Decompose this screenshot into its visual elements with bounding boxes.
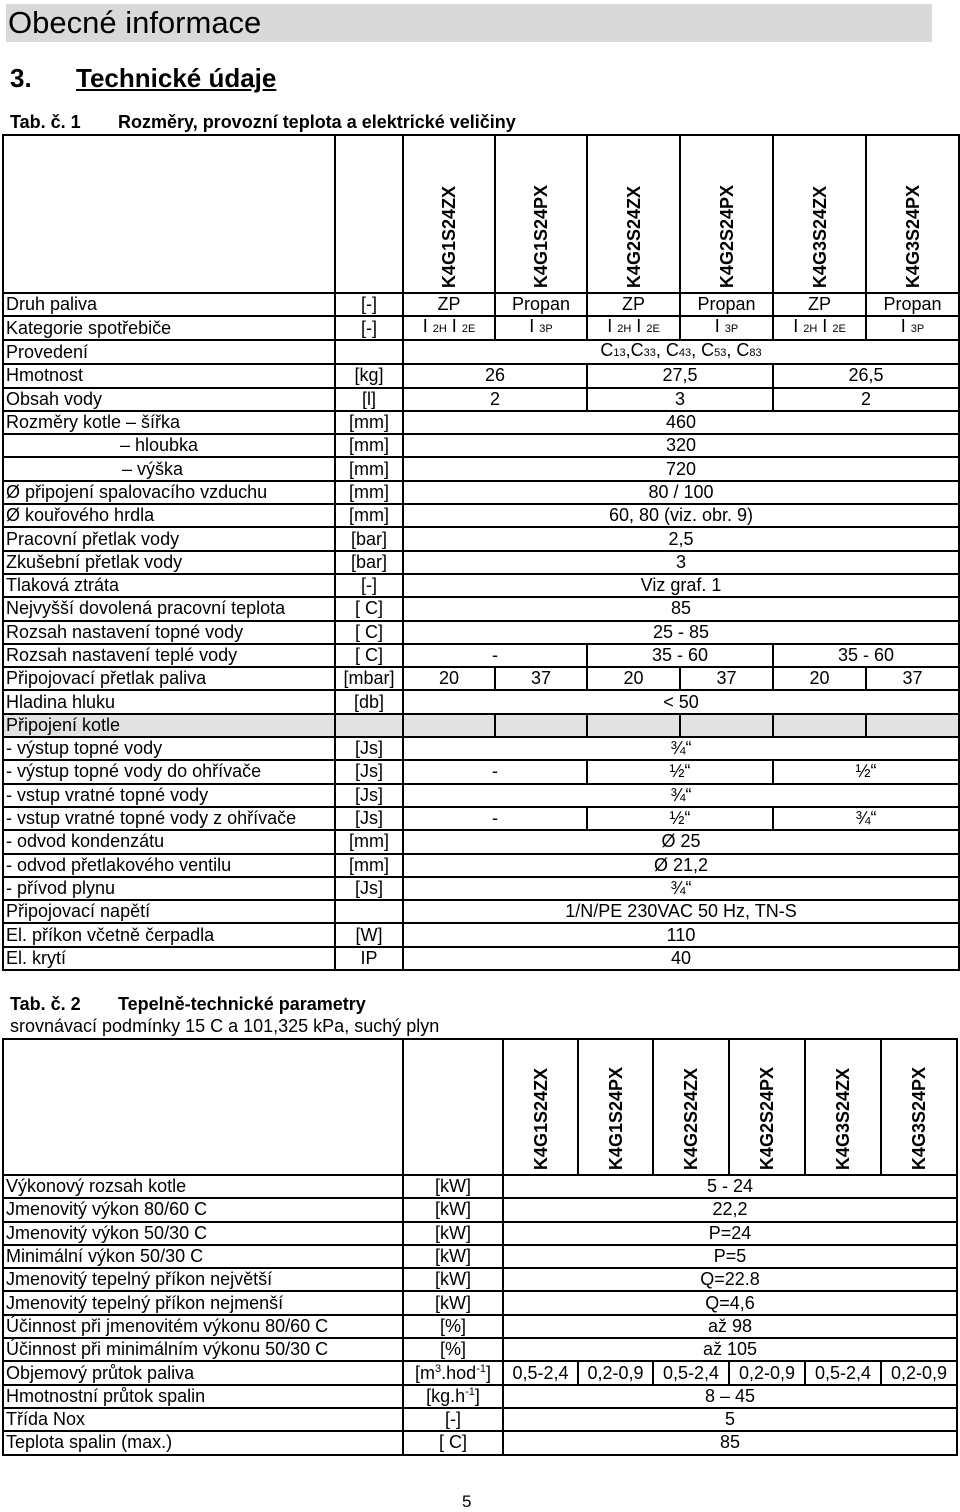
row-label: Tlaková ztráta bbox=[3, 574, 335, 597]
row-label: Hmotnostní průtok spalin bbox=[3, 1385, 403, 1408]
table-row bbox=[3, 621, 959, 644]
cell: 2 bbox=[773, 388, 959, 411]
table-row bbox=[3, 364, 959, 387]
cell: Propan bbox=[495, 293, 587, 316]
cell: Q=4,6 bbox=[503, 1291, 957, 1314]
cell: 25 - 85 bbox=[403, 621, 959, 644]
table-row bbox=[3, 1245, 957, 1268]
row-label: Jmenovitý výkon 50/30 C bbox=[3, 1222, 403, 1245]
row-label: Minimální výkon 50/30 C bbox=[3, 1245, 403, 1268]
table-row bbox=[3, 690, 959, 713]
table-row bbox=[3, 1315, 957, 1338]
cell: Propan bbox=[866, 293, 959, 316]
row-label: - výstup topné vody bbox=[3, 737, 335, 760]
cell: P=24 bbox=[503, 1222, 957, 1245]
row-label: Připojovací napětí bbox=[3, 900, 335, 923]
row-unit: [kW] bbox=[403, 1291, 503, 1314]
table-row bbox=[3, 760, 959, 783]
row-label: Výkonový rozsah kotle bbox=[3, 1175, 403, 1198]
cell: - bbox=[403, 760, 587, 783]
chapter-number: 3. bbox=[10, 63, 32, 93]
table1 bbox=[2, 134, 960, 971]
cell: C13,C33, C43, C53, C83 bbox=[403, 340, 959, 364]
row-unit: [bar] bbox=[335, 527, 403, 550]
row-unit: [kW] bbox=[403, 1198, 503, 1221]
row-label: Ø připojení spalovacího vzduchu bbox=[3, 481, 335, 504]
cell bbox=[335, 714, 403, 737]
table-row bbox=[3, 293, 959, 316]
cell: 37 bbox=[495, 667, 587, 690]
table-row bbox=[3, 644, 959, 667]
table2-label: Tab. č. 2 bbox=[10, 994, 81, 1014]
row-label: Rozsah nastavení topné vody bbox=[3, 621, 335, 644]
table2-caption bbox=[10, 994, 366, 1015]
model-header: K4G2S24ZX bbox=[653, 1039, 729, 1175]
cell: P=5 bbox=[503, 1245, 957, 1268]
cell: I 2H I 2E bbox=[403, 316, 495, 340]
cell: ¾“ bbox=[403, 877, 959, 900]
row-unit: $[m^3.hod^{-1}]$ bbox=[403, 1361, 503, 1384]
row-label: El. krytí bbox=[3, 947, 335, 970]
row-label: - vstup vratné topné vody bbox=[3, 784, 335, 807]
table-row bbox=[3, 457, 959, 480]
row-label: Pracovní přetlak vody bbox=[3, 527, 335, 550]
row-unit: [ C] bbox=[403, 1431, 503, 1454]
row-unit: [kW] bbox=[403, 1245, 503, 1268]
row-unit: [kW] bbox=[403, 1175, 503, 1198]
table-row bbox=[3, 388, 959, 411]
table2 bbox=[2, 1038, 958, 1456]
cell: 37 bbox=[680, 667, 773, 690]
row-label: – výška bbox=[3, 457, 335, 480]
row-unit: [mm] bbox=[335, 854, 403, 877]
table-section-row bbox=[3, 714, 959, 737]
cell: 720 bbox=[403, 457, 959, 480]
row-unit: [ C] bbox=[335, 644, 403, 667]
table-row bbox=[3, 784, 959, 807]
row-unit: [bar] bbox=[335, 551, 403, 574]
row-unit: [mm] bbox=[335, 504, 403, 527]
row-unit: [Js] bbox=[335, 760, 403, 783]
table-row bbox=[3, 830, 959, 853]
row-unit: [kW] bbox=[403, 1268, 503, 1291]
row-unit: [ C] bbox=[335, 621, 403, 644]
cell: Ø 25 bbox=[403, 830, 959, 853]
row-label: - odvod kondenzátu bbox=[3, 830, 335, 853]
header-blank bbox=[335, 135, 403, 293]
row-label: Třída Nox bbox=[3, 1408, 403, 1431]
table-row bbox=[3, 551, 959, 574]
row-label: Teplota spalin (max.) bbox=[3, 1431, 403, 1454]
row-label: Připojení kotle bbox=[3, 714, 335, 737]
table-row bbox=[3, 340, 959, 364]
table-row bbox=[3, 667, 959, 690]
model-header: K4G3S24PX bbox=[881, 1039, 957, 1175]
cell bbox=[680, 714, 773, 737]
row-label: Účinnost při jmenovitém výkonu 80/60 C bbox=[3, 1315, 403, 1338]
header-blank bbox=[3, 1039, 403, 1175]
cell: až 98 bbox=[503, 1315, 957, 1338]
row-unit bbox=[335, 340, 403, 364]
row-label: Rozsah nastavení teplé vody bbox=[3, 644, 335, 667]
row-unit: [-] bbox=[335, 293, 403, 316]
cell: 85 bbox=[403, 597, 959, 620]
row-unit: [Js] bbox=[335, 807, 403, 830]
cell bbox=[773, 714, 866, 737]
cell: ¾“ bbox=[403, 784, 959, 807]
table-row bbox=[3, 923, 959, 946]
row-unit: [-] bbox=[335, 316, 403, 340]
cell: I 2H I 2E bbox=[587, 316, 680, 340]
table-row bbox=[3, 481, 959, 504]
cell: ZP bbox=[403, 293, 495, 316]
row-unit: [kg] bbox=[335, 364, 403, 387]
header-blank bbox=[403, 1039, 503, 1175]
row-label: Jmenovitý výkon 80/60 C bbox=[3, 1198, 403, 1221]
cell: 20 bbox=[403, 667, 495, 690]
cell bbox=[495, 714, 587, 737]
header-blank bbox=[3, 135, 335, 293]
cell: ¾“ bbox=[403, 737, 959, 760]
cell: 0,5-2,4 bbox=[653, 1361, 729, 1384]
cell: Q=22.8 bbox=[503, 1268, 957, 1291]
table-row bbox=[3, 1361, 957, 1384]
row-label: Účinnost při minimálním výkonu 50/30 C bbox=[3, 1338, 403, 1361]
model-header: K4G2S24ZX bbox=[587, 135, 680, 293]
row-unit: [mbar] bbox=[335, 667, 403, 690]
table-row bbox=[3, 434, 959, 457]
cell: 320 bbox=[403, 434, 959, 457]
cell: 110 bbox=[403, 923, 959, 946]
table-row bbox=[3, 504, 959, 527]
cell: ZP bbox=[773, 293, 866, 316]
cell: 85 bbox=[503, 1431, 957, 1454]
row-unit bbox=[335, 900, 403, 923]
page-number: 5 bbox=[462, 1492, 472, 1511]
cell: 3 bbox=[403, 551, 959, 574]
table-row bbox=[3, 1408, 957, 1431]
row-label: Provedení bbox=[3, 340, 335, 364]
cell: 37 bbox=[866, 667, 959, 690]
cell: 60, 80 (viz. obr. 9) bbox=[403, 504, 959, 527]
cell: 0,5-2,4 bbox=[805, 1361, 881, 1384]
table-row bbox=[3, 1222, 957, 1245]
table2-title: Tepelně-technické parametry bbox=[118, 994, 366, 1014]
cell: - bbox=[403, 807, 587, 830]
table-row bbox=[3, 854, 959, 877]
row-unit: [db] bbox=[335, 690, 403, 713]
row-unit: [mm] bbox=[335, 457, 403, 480]
cell: 460 bbox=[403, 411, 959, 434]
table-row bbox=[3, 1198, 957, 1221]
table-row bbox=[3, 737, 959, 760]
row-label: Kategorie spotřebiče bbox=[3, 316, 335, 340]
cell: I 3P bbox=[680, 316, 773, 340]
row-label: Obsah vody bbox=[3, 388, 335, 411]
cell: 20 bbox=[587, 667, 680, 690]
table-row bbox=[3, 411, 959, 434]
model-header: K4G1S24ZX bbox=[403, 135, 495, 293]
cell: 0,2-0,9 bbox=[881, 1361, 957, 1384]
row-unit: [-] bbox=[335, 574, 403, 597]
cell bbox=[866, 714, 959, 737]
row-unit: [kW] bbox=[403, 1222, 503, 1245]
cell: - bbox=[403, 644, 587, 667]
model-header: K4G3S24ZX bbox=[773, 135, 866, 293]
cell: ½“ bbox=[587, 760, 773, 783]
model-header: K4G2S24PX bbox=[680, 135, 773, 293]
cell: 0,2-0,9 bbox=[578, 1361, 653, 1384]
model-header: K4G3S24ZX bbox=[805, 1039, 881, 1175]
row-unit: [Js] bbox=[335, 737, 403, 760]
cell: 5 - 24 bbox=[503, 1175, 957, 1198]
row-label: Jmenovitý tepelný příkon nejmenší bbox=[3, 1291, 403, 1314]
model-header: K4G2S24PX bbox=[729, 1039, 805, 1175]
cell: < 50 bbox=[403, 690, 959, 713]
table-row bbox=[3, 1291, 957, 1314]
row-label: - vstup vratné topné vody z ohřívače bbox=[3, 807, 335, 830]
cell bbox=[587, 714, 680, 737]
cell: ¾“ bbox=[773, 807, 959, 830]
table2-header-row bbox=[3, 1039, 957, 1175]
table-row bbox=[3, 527, 959, 550]
table1-title: Rozměry, provozní teplota a elektrické veličiny bbox=[118, 112, 516, 132]
model-header: K4G1S24PX bbox=[495, 135, 587, 293]
cell: Ø 21,2 bbox=[403, 854, 959, 877]
cell: 80 / 100 bbox=[403, 481, 959, 504]
row-unit: [mm] bbox=[335, 481, 403, 504]
cell: 2,5 bbox=[403, 527, 959, 550]
cell: I 3P bbox=[495, 316, 587, 340]
table-row bbox=[3, 900, 959, 923]
table1-caption bbox=[10, 112, 516, 133]
cell: 26,5 bbox=[773, 364, 959, 387]
row-label: Ø kouřového hrdla bbox=[3, 504, 335, 527]
row-unit: [Js] bbox=[335, 784, 403, 807]
chapter-title: Technické údaje bbox=[76, 63, 277, 93]
cell: I 3P bbox=[866, 316, 959, 340]
row-label: Objemový průtok paliva bbox=[3, 1361, 403, 1384]
cell: ZP bbox=[587, 293, 680, 316]
row-unit: [%] bbox=[403, 1315, 503, 1338]
cell: 40 bbox=[403, 947, 959, 970]
model-header: K4G3S24PX bbox=[866, 135, 959, 293]
cell: ½“ bbox=[773, 760, 959, 783]
row-label: Nejvyšší dovolená pracovní teplota bbox=[3, 597, 335, 620]
cell: I 2H I 2E bbox=[773, 316, 866, 340]
table-row bbox=[3, 1175, 957, 1198]
row-label: - přívod plynu bbox=[3, 877, 335, 900]
cell: 2 bbox=[403, 388, 587, 411]
cell bbox=[403, 714, 495, 737]
row-label: – hloubka bbox=[3, 434, 335, 457]
table-row bbox=[3, 574, 959, 597]
row-label: Rozměry kotle – šířka bbox=[3, 411, 335, 434]
row-unit: [l] bbox=[335, 388, 403, 411]
row-label: - odvod přetlakového ventilu bbox=[3, 854, 335, 877]
cell: 1/N/PE 230VAC 50 Hz, TN-S bbox=[403, 900, 959, 923]
table1-header-row bbox=[3, 135, 959, 293]
row-unit: $[kg.h^{-1}]$ bbox=[403, 1385, 503, 1408]
row-unit: [Js] bbox=[335, 877, 403, 900]
model-header: K4G1S24ZX bbox=[503, 1039, 578, 1175]
cell: ½“ bbox=[587, 807, 773, 830]
row-unit: [mm] bbox=[335, 411, 403, 434]
row-label: El. příkon včetně čerpadla bbox=[3, 923, 335, 946]
row-unit: [%] bbox=[403, 1338, 503, 1361]
cell: 27,5 bbox=[587, 364, 773, 387]
cell: 0,5-2,4 bbox=[503, 1361, 578, 1384]
table-row bbox=[3, 597, 959, 620]
cell: 35 - 60 bbox=[773, 644, 959, 667]
table-row bbox=[3, 1385, 957, 1408]
table-row bbox=[3, 1268, 957, 1291]
row-label: Zkušební přetlak vody bbox=[3, 551, 335, 574]
row-unit: [mm] bbox=[335, 830, 403, 853]
cell: 22,2 bbox=[503, 1198, 957, 1221]
section-banner: Obecné informace bbox=[6, 4, 932, 42]
row-label: Jmenovitý tepelný příkon největší bbox=[3, 1268, 403, 1291]
row-label: Druh paliva bbox=[3, 293, 335, 316]
cell: 5 bbox=[503, 1408, 957, 1431]
cell: Viz graf. 1 bbox=[403, 574, 959, 597]
row-unit: [W] bbox=[335, 923, 403, 946]
row-unit: IP bbox=[335, 947, 403, 970]
table1-label: Tab. č. 1 bbox=[10, 112, 81, 132]
row-unit: [ C] bbox=[335, 597, 403, 620]
row-unit: [-] bbox=[403, 1408, 503, 1431]
cell: 8 – 45 bbox=[503, 1385, 957, 1408]
table-row bbox=[3, 877, 959, 900]
row-label: Hladina hluku bbox=[3, 690, 335, 713]
chapter-heading bbox=[10, 63, 276, 94]
cell: až 105 bbox=[503, 1338, 957, 1361]
cell: 26 bbox=[403, 364, 587, 387]
table-row bbox=[3, 947, 959, 970]
row-unit: [mm] bbox=[335, 434, 403, 457]
row-label: Hmotnost bbox=[3, 364, 335, 387]
model-header: K4G1S24PX bbox=[578, 1039, 653, 1175]
table-row bbox=[3, 1338, 957, 1361]
table-row bbox=[3, 1431, 957, 1454]
cell: 0,2-0,9 bbox=[729, 1361, 805, 1384]
cell: 20 bbox=[773, 667, 866, 690]
row-label: Připojovací přetlak paliva bbox=[3, 667, 335, 690]
cell: 35 - 60 bbox=[587, 644, 773, 667]
cell: 3 bbox=[587, 388, 773, 411]
cell: Propan bbox=[680, 293, 773, 316]
table-row bbox=[3, 316, 959, 340]
table-row bbox=[3, 807, 959, 830]
row-label: - výstup topné vody do ohřívače bbox=[3, 760, 335, 783]
table2-subtitle: srovnávací podmínky 15 C a 101,325 kPa, suchý plyn bbox=[10, 1016, 440, 1036]
